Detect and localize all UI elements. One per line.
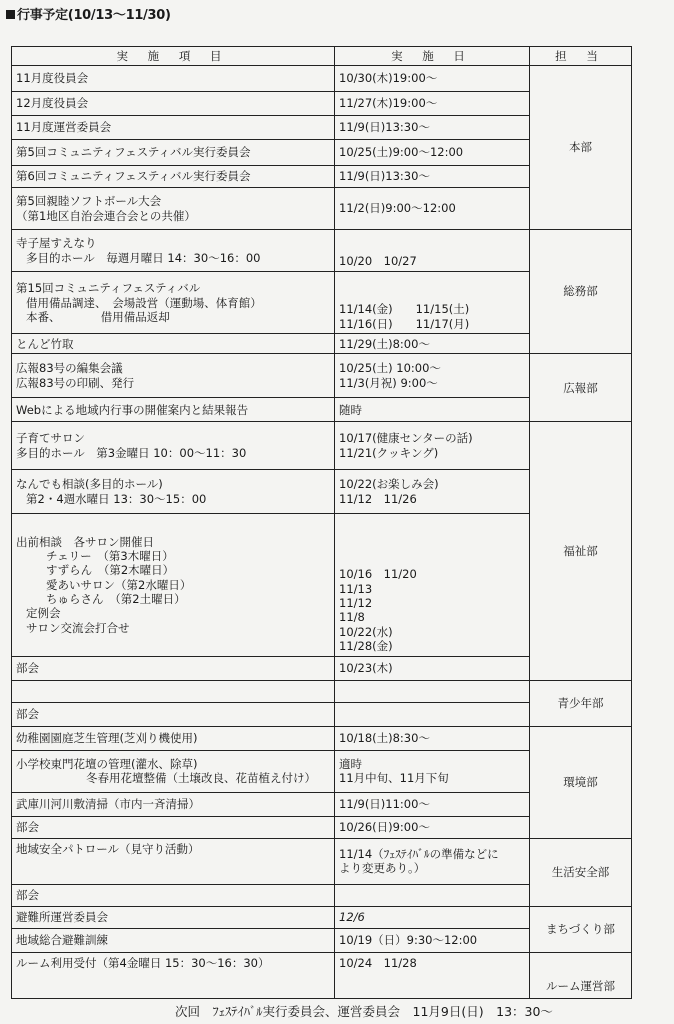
row-date: 10/30(木)19:00〜 bbox=[335, 66, 530, 92]
dept-somu: 総務部 bbox=[530, 230, 632, 354]
row-date: 11/2(日)9:00〜12:00 bbox=[335, 188, 530, 230]
table-row bbox=[12, 906, 632, 928]
row-date: 11/14(金) 11/15(土) 11/16(日) 11/17(月) bbox=[335, 272, 530, 334]
bullet-square-icon bbox=[6, 10, 15, 19]
table-row bbox=[12, 726, 632, 750]
row-date: 12/6 bbox=[335, 906, 530, 928]
row-date: 11/27(木)19:00〜 bbox=[335, 92, 530, 116]
header-date: 実 施 日 bbox=[335, 47, 530, 66]
row-date: 11/14（ﾌｪｽﾃｲﾊﾞﾙの準備などに より変更あり。） bbox=[335, 838, 530, 884]
row-date: 11/9(日)13:30〜 bbox=[335, 166, 530, 188]
row-date: 10/24 11/28 bbox=[335, 952, 530, 998]
row-date: 10/25(土)9:00〜12:00 bbox=[335, 140, 530, 166]
row-item: 出前相談 各サロン開催日 チェリー （第3木曜日） すずらん （第2木曜日） 愛あいサロン（第2水曜日） ちゅらさん （第2土曜日） 定例会 サロン交流会打合せ bbox=[12, 514, 335, 656]
row-item: ルーム利用受付（第4金曜日 15：30〜16：30） bbox=[12, 952, 335, 998]
dept-koho: 広報部 bbox=[530, 354, 632, 422]
row-date: 随時 bbox=[335, 398, 530, 422]
row-date: 10/17(健康センターの話) 11/21(クッキング) bbox=[335, 422, 530, 470]
row-date: 10/18(土)8:30〜 bbox=[335, 726, 530, 750]
row-item: 地域総合避難訓練 bbox=[12, 928, 335, 952]
row-item: 部会 bbox=[12, 656, 335, 680]
row-item: 第15回コミュニティフェスティバル 借用備品調達、 会場設営（運動場、体育館） 本番、 借用備品返却 bbox=[12, 272, 335, 334]
table-row bbox=[12, 680, 632, 702]
table-row bbox=[12, 422, 632, 470]
row-date: 10/25(土) 10:00〜 11/3(月祝) 9:00〜 bbox=[335, 354, 530, 398]
table-row bbox=[12, 230, 632, 272]
row-date: 適時 11月中旬、11月下旬 bbox=[335, 750, 530, 792]
row-item: 寺子屋すえなり 多目的ホール 毎週月曜日 14：30〜16：00 bbox=[12, 230, 335, 272]
row-item: 地域安全パトロール（見守り活動） bbox=[12, 838, 335, 884]
row-item: 11月度役員会 bbox=[12, 66, 335, 92]
row-item: 12月度役員会 bbox=[12, 92, 335, 116]
row-date bbox=[335, 884, 530, 906]
row-item: 部会 bbox=[12, 816, 335, 838]
dept-kankyo: 環境部 bbox=[530, 726, 632, 838]
table-row bbox=[12, 66, 632, 92]
row-item: 小学校東門花壇の管理(灌水、除草) 冬春用花壇整備（土壌改良、花苗植え付け） bbox=[12, 750, 335, 792]
table-header-row bbox=[12, 47, 632, 66]
row-item: 第6回コミュニティフェスティバル実行委員会 bbox=[12, 166, 335, 188]
row-date: 11/9(日)11:00〜 bbox=[335, 792, 530, 816]
dept-fukushi: 福祉部 bbox=[530, 422, 632, 680]
row-date bbox=[335, 680, 530, 702]
row-item: 幼稚園園庭芝生管理(芝刈り機使用) bbox=[12, 726, 335, 750]
row-item: 避難所運営委員会 bbox=[12, 906, 335, 928]
table-row bbox=[12, 354, 632, 398]
dept-seishonen: 青少年部 bbox=[530, 680, 632, 726]
row-item: 子育てサロン 多目的ホール 第3金曜日 10：00〜11：30 bbox=[12, 422, 335, 470]
row-item: とんど竹取 bbox=[12, 334, 335, 354]
row-item: Webによる地域内行事の開催案内と結果報告 bbox=[12, 398, 335, 422]
row-date: 11/9(日)13:30〜 bbox=[335, 116, 530, 140]
row-date: 10/19（日）9:30〜12:00 bbox=[335, 928, 530, 952]
row-item: なんでも相談(多目的ホール) 第2・4週水曜日 13：30〜15：00 bbox=[12, 470, 335, 514]
row-date: 10/20 10/27 bbox=[335, 230, 530, 272]
header-item: 実 施 項 目 bbox=[12, 47, 335, 66]
row-date: 10/26(日)9:00〜 bbox=[335, 816, 530, 838]
dept-anzen: 生活安全部 bbox=[530, 838, 632, 906]
header-dept: 担 当 bbox=[530, 47, 632, 66]
row-item: 第5回親睦ソフトボール大会 （第1地区自治会連合会との共催） bbox=[12, 188, 335, 230]
schedule-table bbox=[11, 46, 632, 999]
row-item: 部会 bbox=[12, 702, 335, 726]
table-row bbox=[12, 952, 632, 998]
footer-next-meeting: 次回 ﾌｪｽﾃｲﾊﾞﾙ実行委員会、運営委員会 11月9日(日) 13：30〜 bbox=[175, 1004, 553, 1019]
dept-machi: まちづくり部 bbox=[530, 906, 632, 952]
row-item: 広報83号の編集会議 広報83号の印刷、発行 bbox=[12, 354, 335, 398]
table-row bbox=[12, 838, 632, 884]
row-date bbox=[335, 702, 530, 726]
row-date: 11/29(土)8:00〜 bbox=[335, 334, 530, 354]
row-item: 第5回コミュニティフェスティバル実行委員会 bbox=[12, 140, 335, 166]
row-date: 10/23(木) bbox=[335, 656, 530, 680]
row-item bbox=[12, 680, 335, 702]
row-item: 部会 bbox=[12, 884, 335, 906]
dept-room: ルーム運営部 bbox=[530, 952, 632, 998]
row-item: 武庫川河川敷清掃（市内一斉清掃） bbox=[12, 792, 335, 816]
row-date: 10/16 11/20 11/13 11/12 11/8 10/22(水) 11/28(金) bbox=[335, 514, 530, 656]
row-item: 11月度運営委員会 bbox=[12, 116, 335, 140]
page-title: 行事予定(10/13〜11/30) bbox=[6, 4, 171, 23]
row-date: 10/22(お楽しみ会) 11/12 11/26 bbox=[335, 470, 530, 514]
dept-honbu: 本部 bbox=[530, 66, 632, 230]
